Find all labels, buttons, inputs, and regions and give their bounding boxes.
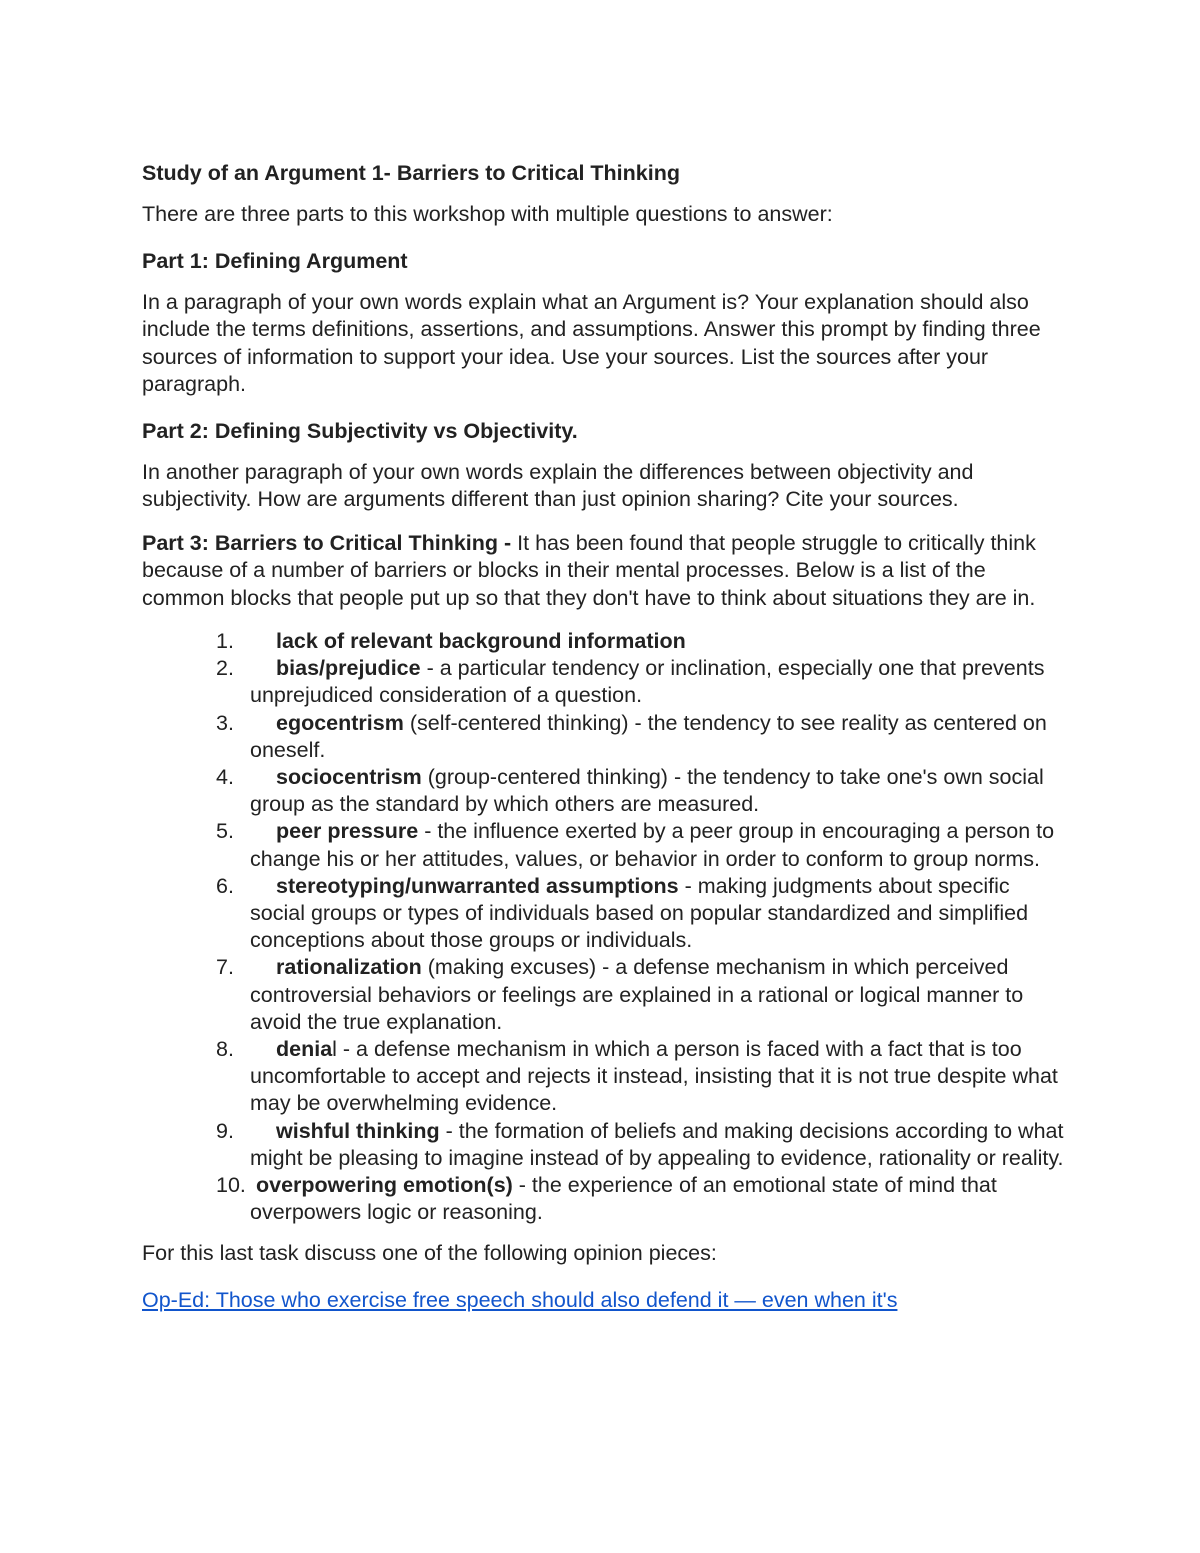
barriers-list	[142, 628, 1064, 1226]
list-item-definition: - a particular tendency or inclination, especially one that prevents unprejudiced consideration of a question.	[250, 656, 1045, 708]
list-item	[142, 710, 1070, 764]
list-item-definition: (self-centered thinking) - the tendency to see reality as centered on oneself.	[250, 710, 1047, 762]
intro-paragraph: There are three parts to this workshop with multiple questions to answer:	[142, 202, 833, 226]
list-item-term: sociocentrism	[276, 765, 422, 790]
part3-paragraph	[142, 530, 1067, 613]
list-item-term: stereotyping/unwarranted assumptions	[276, 873, 679, 898]
list-item-definition: (making excuses) - a defense mechanism in which perceived controversial behaviors or feelings are explained in a rational or logical manner to avoid the true explanation.	[250, 955, 1024, 1034]
list-item-number: 7.	[216, 955, 234, 980]
list-item-term: denia	[276, 1037, 333, 1062]
closing-paragraph: For this last task discuss one of the following opinion pieces:	[142, 1241, 717, 1266]
list-item	[142, 818, 1070, 872]
list-item-definition: - making judgments about specific social groups or types of individuals based on popular standardized and simplified conceptions about those groups or individuals.	[250, 873, 1029, 953]
document-title: Study of an Argument 1- Barriers to Critical Thinking	[142, 161, 680, 185]
list-item-number: 3.	[216, 710, 234, 735]
part2-body: In another paragraph of your own words explain the differences between objectivity and subjectivity. How are arguments different than just opinion sharing? Cite your sources.	[142, 459, 974, 511]
part2-heading: Part 2: Defining Subjectivity vs Objectivity.	[142, 418, 578, 443]
list-item-definition: - the experience of an emotional state of mind that overpowers logic or reasoning.	[250, 1173, 997, 1225]
list-item	[142, 1036, 1070, 1118]
list-item	[142, 873, 1070, 955]
list-item-number: 10.	[216, 1173, 246, 1198]
part3-heading: Part 3: Barriers to Critical Thinking -	[142, 530, 512, 555]
list-item	[142, 954, 1070, 1036]
list-item-definition: - the influence exerted by a peer group in encouraging a person to change his or her attitudes, values, or behavior in order to conform to group norms.	[250, 819, 1055, 871]
list-item-definition: - the formation of beliefs and making decisions according to what might be pleasing to imagine instead of by appealing to evidence, rationality or reality.	[250, 1118, 1064, 1170]
list-item-number: 5.	[216, 819, 234, 844]
list-item-number: 9.	[216, 1118, 234, 1143]
list-item	[142, 1172, 1070, 1226]
list-item-term: lack of relevant background information	[276, 629, 686, 653]
list-item-definition: l - a defense mechanism in which a person is faced with a fact that is too uncomfortable to accept and rejects it instead, insisting that it is not true despite what may be overwhelming evidence.	[250, 1037, 1058, 1116]
part3-body: It has been found that people struggle to critically think because of a number of barriers or blocks in their mental processes. Below is a list of the common blocks that people put up so that they don't have to think about situations they are in.	[142, 530, 1036, 610]
list-item	[142, 628, 1070, 655]
list-item	[142, 1118, 1070, 1172]
part1-heading: Part 1: Defining Argument	[142, 248, 408, 273]
list-item-term: egocentrism	[276, 710, 404, 735]
list-item-number: 4.	[216, 765, 234, 790]
list-item-number: 2.	[216, 656, 234, 681]
list-item-number: 1.	[216, 629, 234, 653]
list-item	[142, 764, 1070, 818]
list-item-term: peer pressure	[276, 819, 419, 844]
list-item-term: bias/prejudice	[276, 656, 421, 681]
list-item-number: 6.	[216, 873, 234, 898]
list-item-definition: (group-centered thinking) - the tendency to take one's own social group as the standard by which others are measured.	[250, 765, 1044, 817]
list-item-term: wishful thinking	[276, 1118, 440, 1143]
list-item-term: overpowering emotion(s)	[256, 1173, 513, 1198]
op-ed-link[interactable]: Op-Ed: Those who exercise free speech should also defend it — even when it's	[142, 1287, 898, 1312]
list-item-number: 8.	[216, 1037, 234, 1062]
list-item-term: rationalization	[276, 955, 422, 980]
list-item	[142, 655, 1070, 709]
part1-body: In a paragraph of your own words explain what an Argument is? Your explanation should also include the terms definitions, assertions, and assumptions. Answer this prompt by finding three sources of information to support your idea. Use your sources. List the sources after your paragraph.	[142, 289, 1041, 396]
